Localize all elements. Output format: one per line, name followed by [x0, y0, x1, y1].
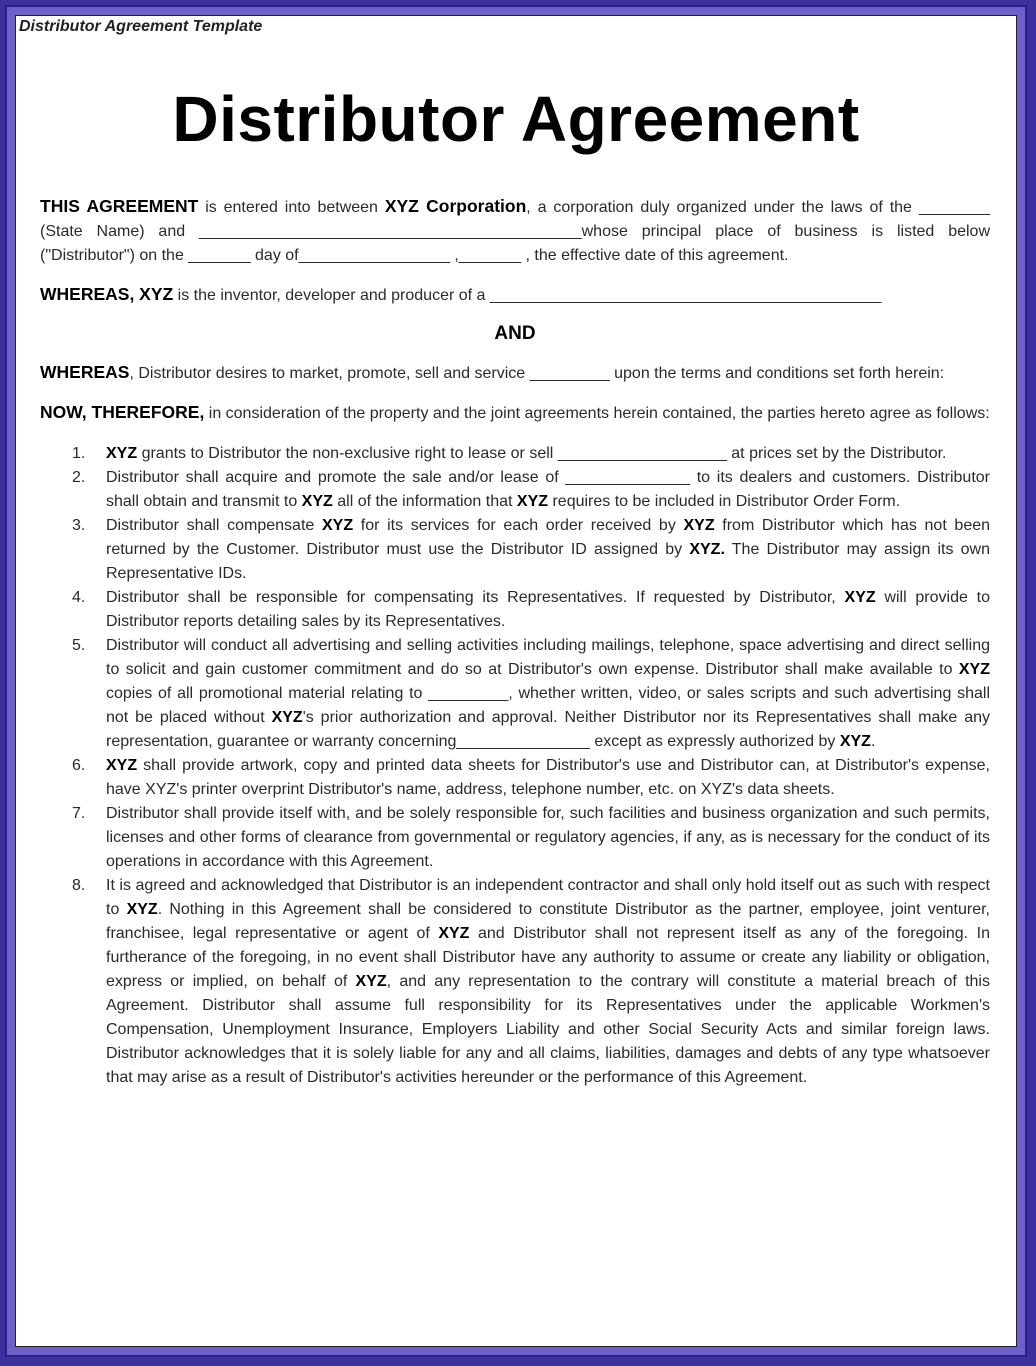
term-text: will provide to Distributor reports detailing sales by its Representatives.	[106, 589, 991, 630]
term-text: Distributor shall provide itself with, and be solely responsible for, such facilities and business organization and such permits, licenses and other forms of clearance from governmental or regulatory agencies, if any, as is necessary for the conduct of its operations in accordance with this Agreement.	[106, 805, 990, 870]
term-bold-text: XYZ	[355, 973, 387, 990]
term-bold-text: XYZ	[683, 517, 715, 534]
term-bold-text: XYZ	[301, 493, 333, 510]
whereas-paragraph-1	[40, 282, 990, 308]
whereas-1-lead: WHEREAS, XYZ	[40, 284, 174, 304]
intro-text-2: , a corporation duly organized under the laws of the ________ (State Name) and ___________________________________________whose principal place of business is listed below ("Distributor") on the _______ day of_________________ ,_______ , the effective date of this agreement.	[40, 199, 991, 264]
term-number: 6.	[72, 757, 86, 774]
document-page	[15, 15, 1017, 1347]
term-item	[40, 514, 990, 586]
term-bold-text: XYZ.	[689, 541, 725, 558]
document-frame	[5, 5, 1027, 1357]
term-number: 3.	[72, 517, 86, 534]
intro-party: XYZ Corporation	[384, 196, 527, 216]
term-number: 5.	[72, 637, 86, 654]
term-text: 's prior authorization and approval. Neither Distributor nor its Representatives shall make any representation, guarantee or warranty concerning_______________ except as expressly authorized by	[106, 709, 991, 750]
term-text: It is agreed and acknowledged that Distributor is an independent contractor and shall only hold itself out as such with respect to	[106, 877, 990, 918]
term-text: all of the information that	[332, 493, 517, 510]
term-text: grants to Distributor the non-exclusive right to lease or sell ___________________ at prices set by the Distributor.	[137, 445, 947, 462]
whereas-2-text: , Distributor desires to market, promote, sell and service _________ upon the terms and conditions set forth herein:	[129, 365, 945, 382]
term-item	[40, 466, 990, 514]
term-bold-text: XYZ	[106, 445, 138, 462]
whereas-paragraph-2	[40, 360, 990, 386]
agreement-body	[40, 194, 990, 1090]
intro-lead: THIS AGREEMENT	[40, 196, 199, 216]
document-title: Distributor Agreement	[172, 83, 860, 155]
term-text: from Distributor which has not been returned by the Customer. Distributor must use the Distributor ID assigned by	[106, 517, 991, 558]
term-bold-text: XYZ	[126, 901, 158, 918]
term-item	[40, 586, 990, 634]
term-text: copies of all promotional material relating to _________, whether written, video, or sales scripts and such advertising shall not be placed without	[106, 685, 990, 726]
term-text: . Nothing in this Agreement shall be considered to constitute Distributor as the partner, employee, joint venturer, franchisee, legal representative or agent of	[106, 901, 990, 942]
term-bold-text: XYZ	[516, 493, 549, 510]
header-label: Distributor Agreement Template	[19, 18, 263, 35]
term-text: requires to be included in Distributor Order Form.	[548, 493, 901, 510]
now-therefore-lead: NOW, THEREFORE,	[40, 402, 205, 422]
whereas-1-text: is the inventor, developer and producer of a ____________________________________________	[173, 287, 882, 304]
intro-text-1: is entered into between	[198, 199, 385, 216]
term-text: Distributor shall compensate	[106, 517, 322, 534]
term-text: Distributor shall acquire and promote the sale and/or lease of ______________ to its dealers and customers. Distributor shall obtain and transmit to	[106, 469, 990, 510]
term-bold-text: XYZ	[438, 925, 470, 942]
term-item	[40, 874, 990, 1090]
term-number: 7.	[72, 805, 86, 822]
terms-list	[40, 442, 990, 1090]
term-number: 1.	[72, 445, 86, 462]
term-text: , and any representation to the contrary will constitute a material breach of this Agreement. Distributor shall assume full responsibility for its Representatives under the applicable Workmen's Compensation, Unemployment Insurance, Employers Liability and other Social Security Acts and similar foreign laws. Distributor acknowledges that it is solely liable for any and all claims, liabilities, damages and debts of any type whatsoever that may arise as a result of Distributor's activities hereunder or the performance of this Agreement.	[106, 973, 990, 1086]
term-text: shall provide artwork, copy and printed data sheets for Distributor's use and Distributor can, at Distributor's expense, have XYZ's printer overprint Distributor's name, address, telephone number, etc. on XYZ's data sheets.	[106, 757, 990, 798]
term-bold-text: XYZ	[321, 517, 354, 534]
term-number: 4.	[72, 589, 86, 606]
term-text: Distributor will conduct all advertising and selling activities including mailings, telephone, space advertising and direct selling to solicit and gain customer commitment and do so at Distributor's own expense. Distributor shall make available to	[106, 637, 990, 678]
term-item	[40, 634, 990, 754]
term-item	[40, 442, 990, 466]
term-text: for its services for each order received by	[353, 517, 684, 534]
term-item	[40, 802, 990, 874]
term-bold-text: XYZ	[271, 709, 303, 726]
term-bold-text: XYZ	[106, 757, 138, 774]
term-bold-text: XYZ	[839, 733, 871, 750]
term-text: The Distributor may assign its own Representative IDs.	[106, 541, 991, 582]
now-therefore-text: in consideration of the property and the joint agreements herein contained, the parties hereto agree as follows:	[204, 405, 990, 422]
term-text: Distributor shall be responsible for compensating its Representatives. If requested by Distributor,	[106, 589, 845, 606]
term-bold-text: XYZ	[844, 589, 876, 606]
intro-paragraph	[40, 194, 990, 268]
term-bold-text: XYZ	[958, 661, 990, 678]
term-text: .	[870, 733, 876, 750]
and-heading: AND	[494, 323, 536, 344]
now-therefore-paragraph	[40, 400, 990, 426]
term-number: 8.	[72, 877, 86, 894]
whereas-2-lead: WHEREAS	[40, 362, 130, 382]
term-number: 2.	[72, 469, 86, 486]
term-text: and Distributor shall not represent itself as any of the foregoing. In furtherance of the foregoing, in no event shall Distributor have any authority to assume or create any liability or obligation, express or implied, on behalf of	[106, 925, 990, 990]
term-item	[40, 754, 990, 802]
